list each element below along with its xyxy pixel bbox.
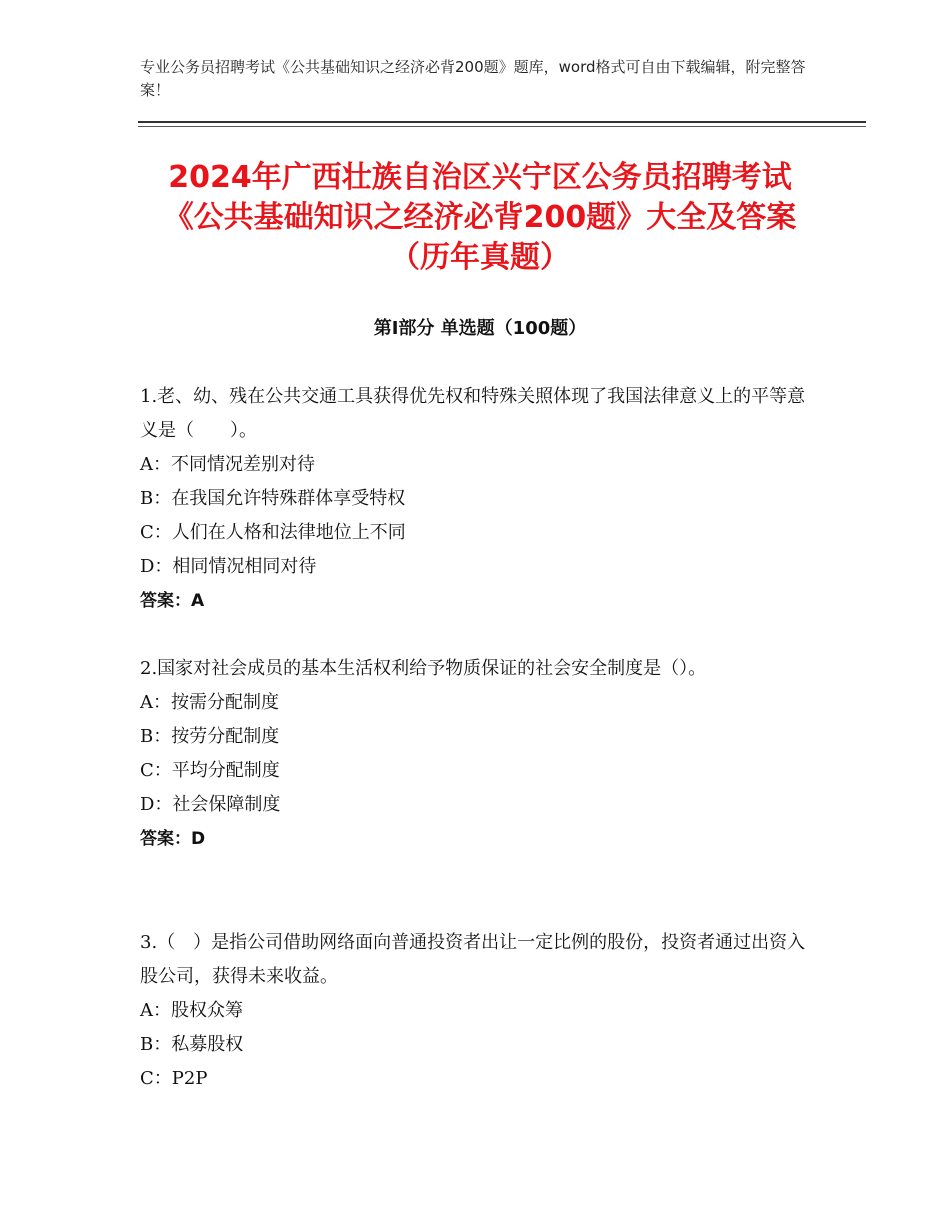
header-rule-thick [138,121,866,123]
option-d: D：社会保障制度 [140,794,281,815]
option-a: A：按需分配制度 [140,692,279,713]
option-d: D：相同情况相同对待 [140,556,317,577]
header-note: 专业公务员招聘考试《公共基础知识之经济必背200题》题库，word格式可自由下载编辑，附完整答案！ [140,58,806,99]
question-text: 1.老、幼、残在公共交通工具获得优先权和特殊关照体现了我国法律意义上的平等意义是（ ）。 [140,386,806,441]
option-c: C：平均分配制度 [140,760,280,781]
document-title: 2024年广西壮族自治区兴宁区公务员招聘考试《公共基础知识之经济必背200题》大全及答案（历年真题） [163,160,797,275]
option-b: B：私募股权 [140,1034,244,1055]
answer-line: 答案：D [140,829,206,849]
option-a: A：股权众筹 [140,1000,243,1021]
option-a: A：不同情况差别对待 [140,454,315,475]
question-1 [140,380,810,618]
option-c: C：P2P [140,1068,208,1089]
option-b: B：在我国允许特殊群体享受特权 [140,488,406,509]
option-b: B：按劳分配制度 [140,726,280,747]
section-title: 第Ⅰ部分 单选题（100题） [373,318,587,339]
option-c: C：人们在人格和法律地位上不同 [140,522,406,543]
question-2 [140,652,810,856]
question-3 [140,926,810,1096]
question-text: 3.（ ）是指公司借助网络面向普通投资者出让一定比例的股份，投资者通过出资入股公司，获得未来收益。 [140,932,806,987]
question-text: 2.国家对社会成员的基本生活权利给予物质保证的社会安全制度是（）。 [140,658,707,679]
answer-line: 答案：A [140,591,205,611]
header-rule-thin [138,126,866,127]
